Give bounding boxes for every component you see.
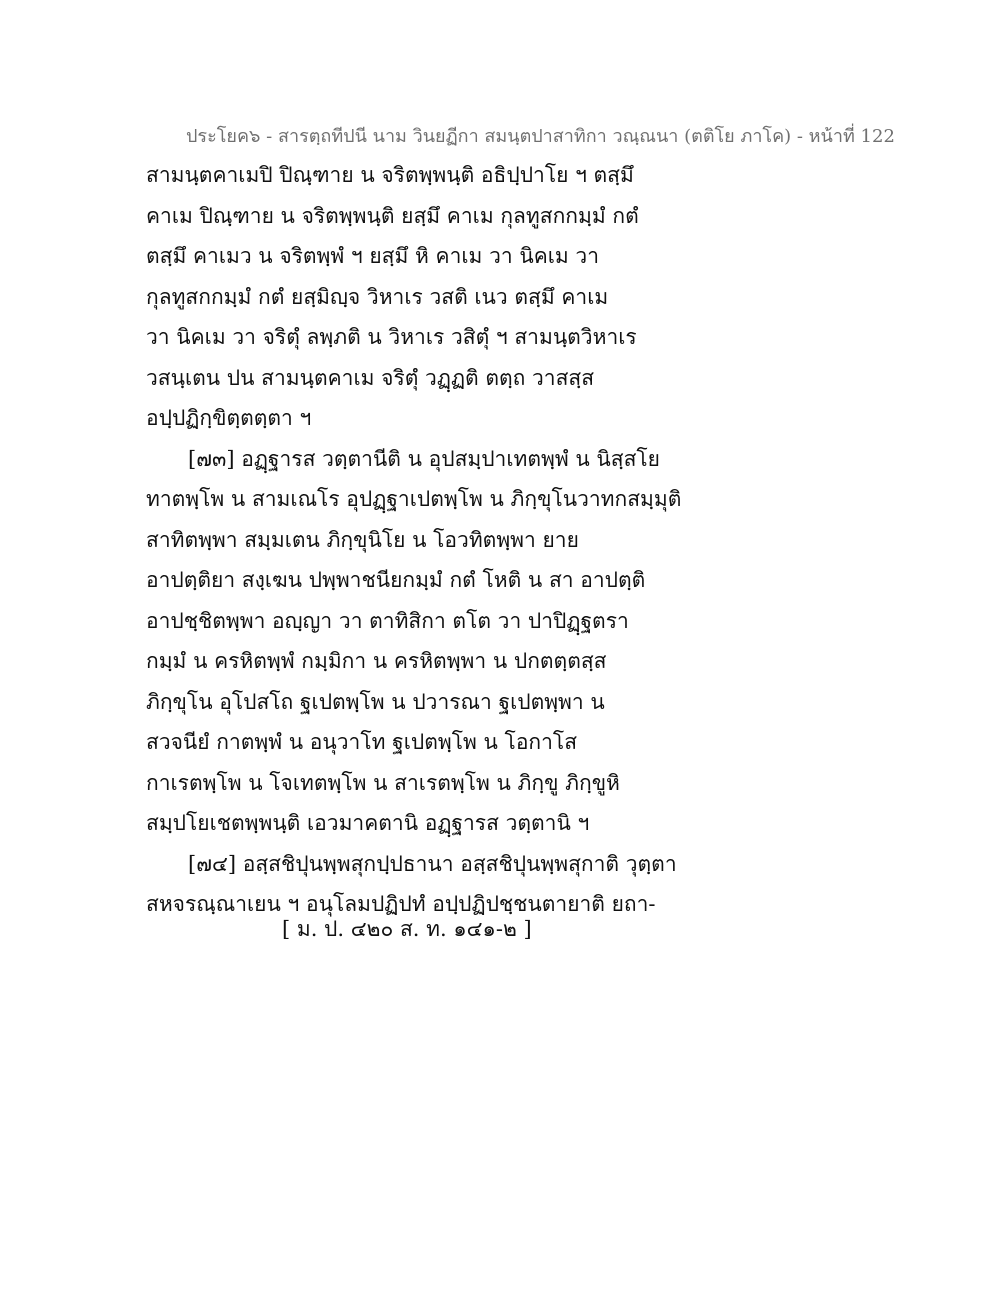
text-line: ทาตพฺโพ น สามเณโร อุปฏฺฐาเปตพฺโพ น ภิกฺขุโนวาทกสมฺมุติ — [146, 487, 682, 511]
text-line: กุลทูสกกมฺมํ กตํ ยสฺมิญฺจ วิหาเร วสติ เนว ตสฺมึ คาเม — [146, 284, 609, 309]
text-line: สวจนียํ กาตพฺพํ น อนุวาโท ฐเปตพฺโพ น โอกาโส — [146, 730, 578, 754]
text-line: สมฺปโยเชตพฺพนฺติ เอวมาคตานิ อฏฺฐารส วตฺตานิ ฯ — [146, 811, 590, 835]
text-line: วา นิคเม วา จริตุํ ลพฺภติ น วิหาเร วสิตุํ ฯ สามนฺตวิหาเร — [146, 325, 637, 349]
text-line: กมฺมํ น ครหิตพฺพํ กมฺมิกา น ครหิตพฺพา น ปกตตฺตสฺส — [146, 649, 607, 673]
text-line: สหจรณฺณาเยน ฯ อนุโลมปฏิปทํ อปฺปฏิปชฺชนตายาติ ยถา- — [146, 892, 656, 916]
text-line: สาทิตพฺพา สมฺมเตน ภิกฺขุนิโย น โอวทิตพฺพา ยาย — [146, 527, 579, 552]
text-line: วสนฺเตน ปน สามนฺตคาเม จริตุํ วฏฺฏติ ตตฺถ วาสสฺส — [146, 365, 595, 390]
reference-note: [ ม. ป. ๔๒๐ ส. ท. ๑๔๑-๒ ] — [282, 917, 532, 941]
text-line: สามนฺตคาเมปิ ปิณฺฑาย น จริตพฺพนฺติ อธิปฺปาโย ฯ ตสฺมึ — [146, 163, 634, 187]
paragraph-73-start: [๗๓] อฏฺฐารส วตฺตานีติ น อุปสมฺปาเทตพฺพํ น นิสฺสโย — [188, 446, 660, 471]
text-line: กาเรตพฺโพ น โจเทตพฺโพ น สาเรตพฺโพ น ภิกฺขู ภิกฺขูหิ — [146, 770, 620, 795]
text-line: ตสฺมึ คาเมว น จริตพฺพํ ฯ ยสฺมึ หิ คาเม วา นิคเม วา — [146, 244, 600, 268]
text-line: อาปชฺชิตพฺพา อญฺญา วา ตาทิสิกา ตโต วา ปาปิฏฺฐตรา — [146, 608, 629, 633]
text-line: อาปตฺติยา สงฺเฆน ปพฺพาชนียกมฺมํ กตํ โหติ น สา อาปตฺติ — [146, 568, 646, 592]
text-line: ภิกฺขุโน อุโปสโถ ฐเปตพฺโพ น ปวารณา ฐเปตพฺพา น — [146, 689, 605, 714]
text-line: คาเม ปิณฺฑาย น จริตพฺพนฺติ ยสฺมึ คาเม กุลทูสกกมฺมํ กตํ — [146, 203, 639, 228]
page-header: ประโยค๖ - สารตฺถทีปนี นาม วินยฏีกา สมนฺตปาสาทิกา วณฺณนา (ตติโย ภาโค) - หน้าที่ 122 — [186, 126, 895, 147]
text-line: อปฺปฏิกฺขิตฺตตฺตา ฯ — [146, 406, 312, 430]
body-text — [146, 155, 866, 925]
paragraph-74-start: [๗๔] อสฺสชิปุนพฺพสุกปฺปธานา อสฺสชิปุนพฺพสุกาติ วุตฺตา — [188, 851, 677, 876]
